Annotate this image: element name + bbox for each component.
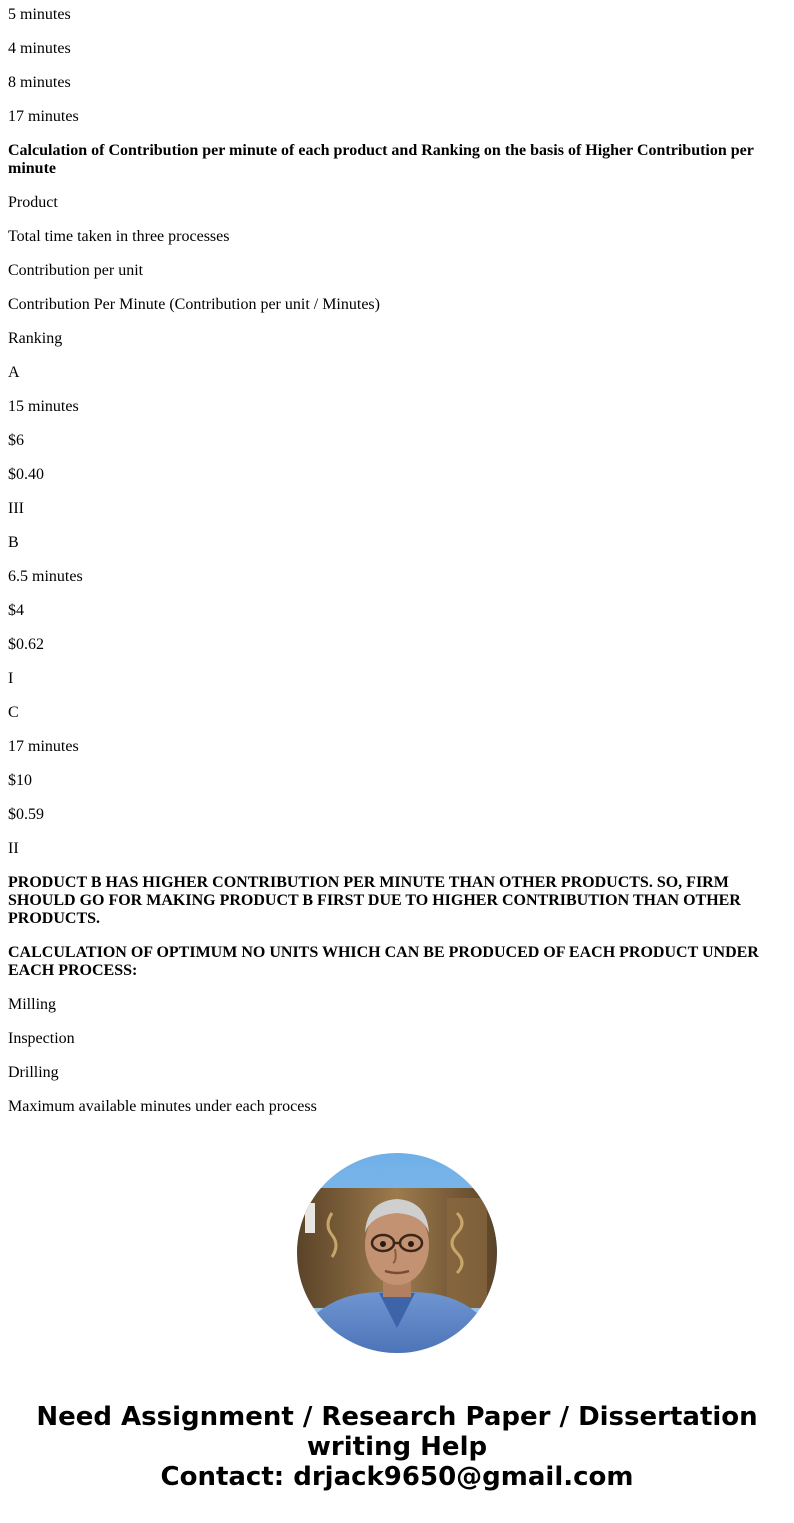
section-heading: CALCULATION OF OPTIMUM NO UNITS WHICH CAN BE PRODUCED OF EACH PRODUCT UNDER EACH PROCESS:: [8, 944, 759, 979]
text-paragraph: 4 minutes: [8, 40, 71, 57]
product-a-contribution: $6: [8, 432, 24, 449]
process-milling: Milling: [8, 996, 57, 1013]
column-header-contribution-per-unit: Contribution per unit: [8, 262, 144, 279]
product-a-per-minute: $0.40: [8, 466, 44, 483]
author-photo: [297, 1153, 497, 1353]
product-b-ranking: I: [8, 670, 14, 687]
contact-email: Contact: drjack9650@gmail.com: [160, 1462, 634, 1492]
column-header-total-time: Total time taken in three processes: [8, 228, 230, 245]
section-heading: Calculation of Contribution per minute of each product and Ranking on the basis of Higher Contribution per minute: [8, 142, 754, 177]
document-body: [8, 6, 778, 1132]
column-header-ranking: Ranking: [8, 330, 63, 347]
max-minutes-label: Maximum available minutes under each process: [8, 1098, 317, 1115]
product-b-contribution: $4: [8, 602, 24, 619]
banner-line-1: Need Assignment / Research Paper / Dissertation: [36, 1402, 758, 1432]
process-inspection: Inspection: [8, 1030, 75, 1047]
product-c-contribution: $10: [8, 772, 32, 789]
product-b-time: 6.5 minutes: [8, 568, 83, 585]
product-a-name: A: [8, 364, 20, 381]
product-a-time: 15 minutes: [8, 398, 79, 415]
process-drilling: Drilling: [8, 1064, 59, 1081]
product-c-time: 17 minutes: [8, 738, 79, 755]
banner-line-2: writing Help: [306, 1432, 488, 1462]
column-header-contribution-per-minute: Contribution Per Minute (Contribution per unit / Minutes): [8, 296, 380, 313]
product-a-ranking: III: [8, 500, 24, 517]
product-b-per-minute: $0.62: [8, 636, 44, 653]
person-portrait-icon: [297, 1153, 497, 1353]
product-b-name: B: [8, 534, 19, 551]
column-header-product: Product: [8, 194, 58, 211]
contact-banner: [0, 1402, 794, 1492]
conclusion-paragraph: PRODUCT B HAS HIGHER CONTRIBUTION PER MINUTE THAN OTHER PRODUCTS. SO, FIRM SHOULD GO FOR MAKING PRODUCT B FIRST DUE TO HIGHER CONTRIBUTION THAN OTHER PRODUCTS.: [8, 874, 741, 927]
text-paragraph: 8 minutes: [8, 74, 71, 91]
text-paragraph: 17 minutes: [8, 108, 79, 125]
product-c-ranking: II: [8, 840, 19, 857]
product-c-name: C: [8, 704, 19, 721]
product-c-per-minute: $0.59: [8, 806, 44, 823]
text-paragraph: 5 minutes: [8, 6, 71, 23]
